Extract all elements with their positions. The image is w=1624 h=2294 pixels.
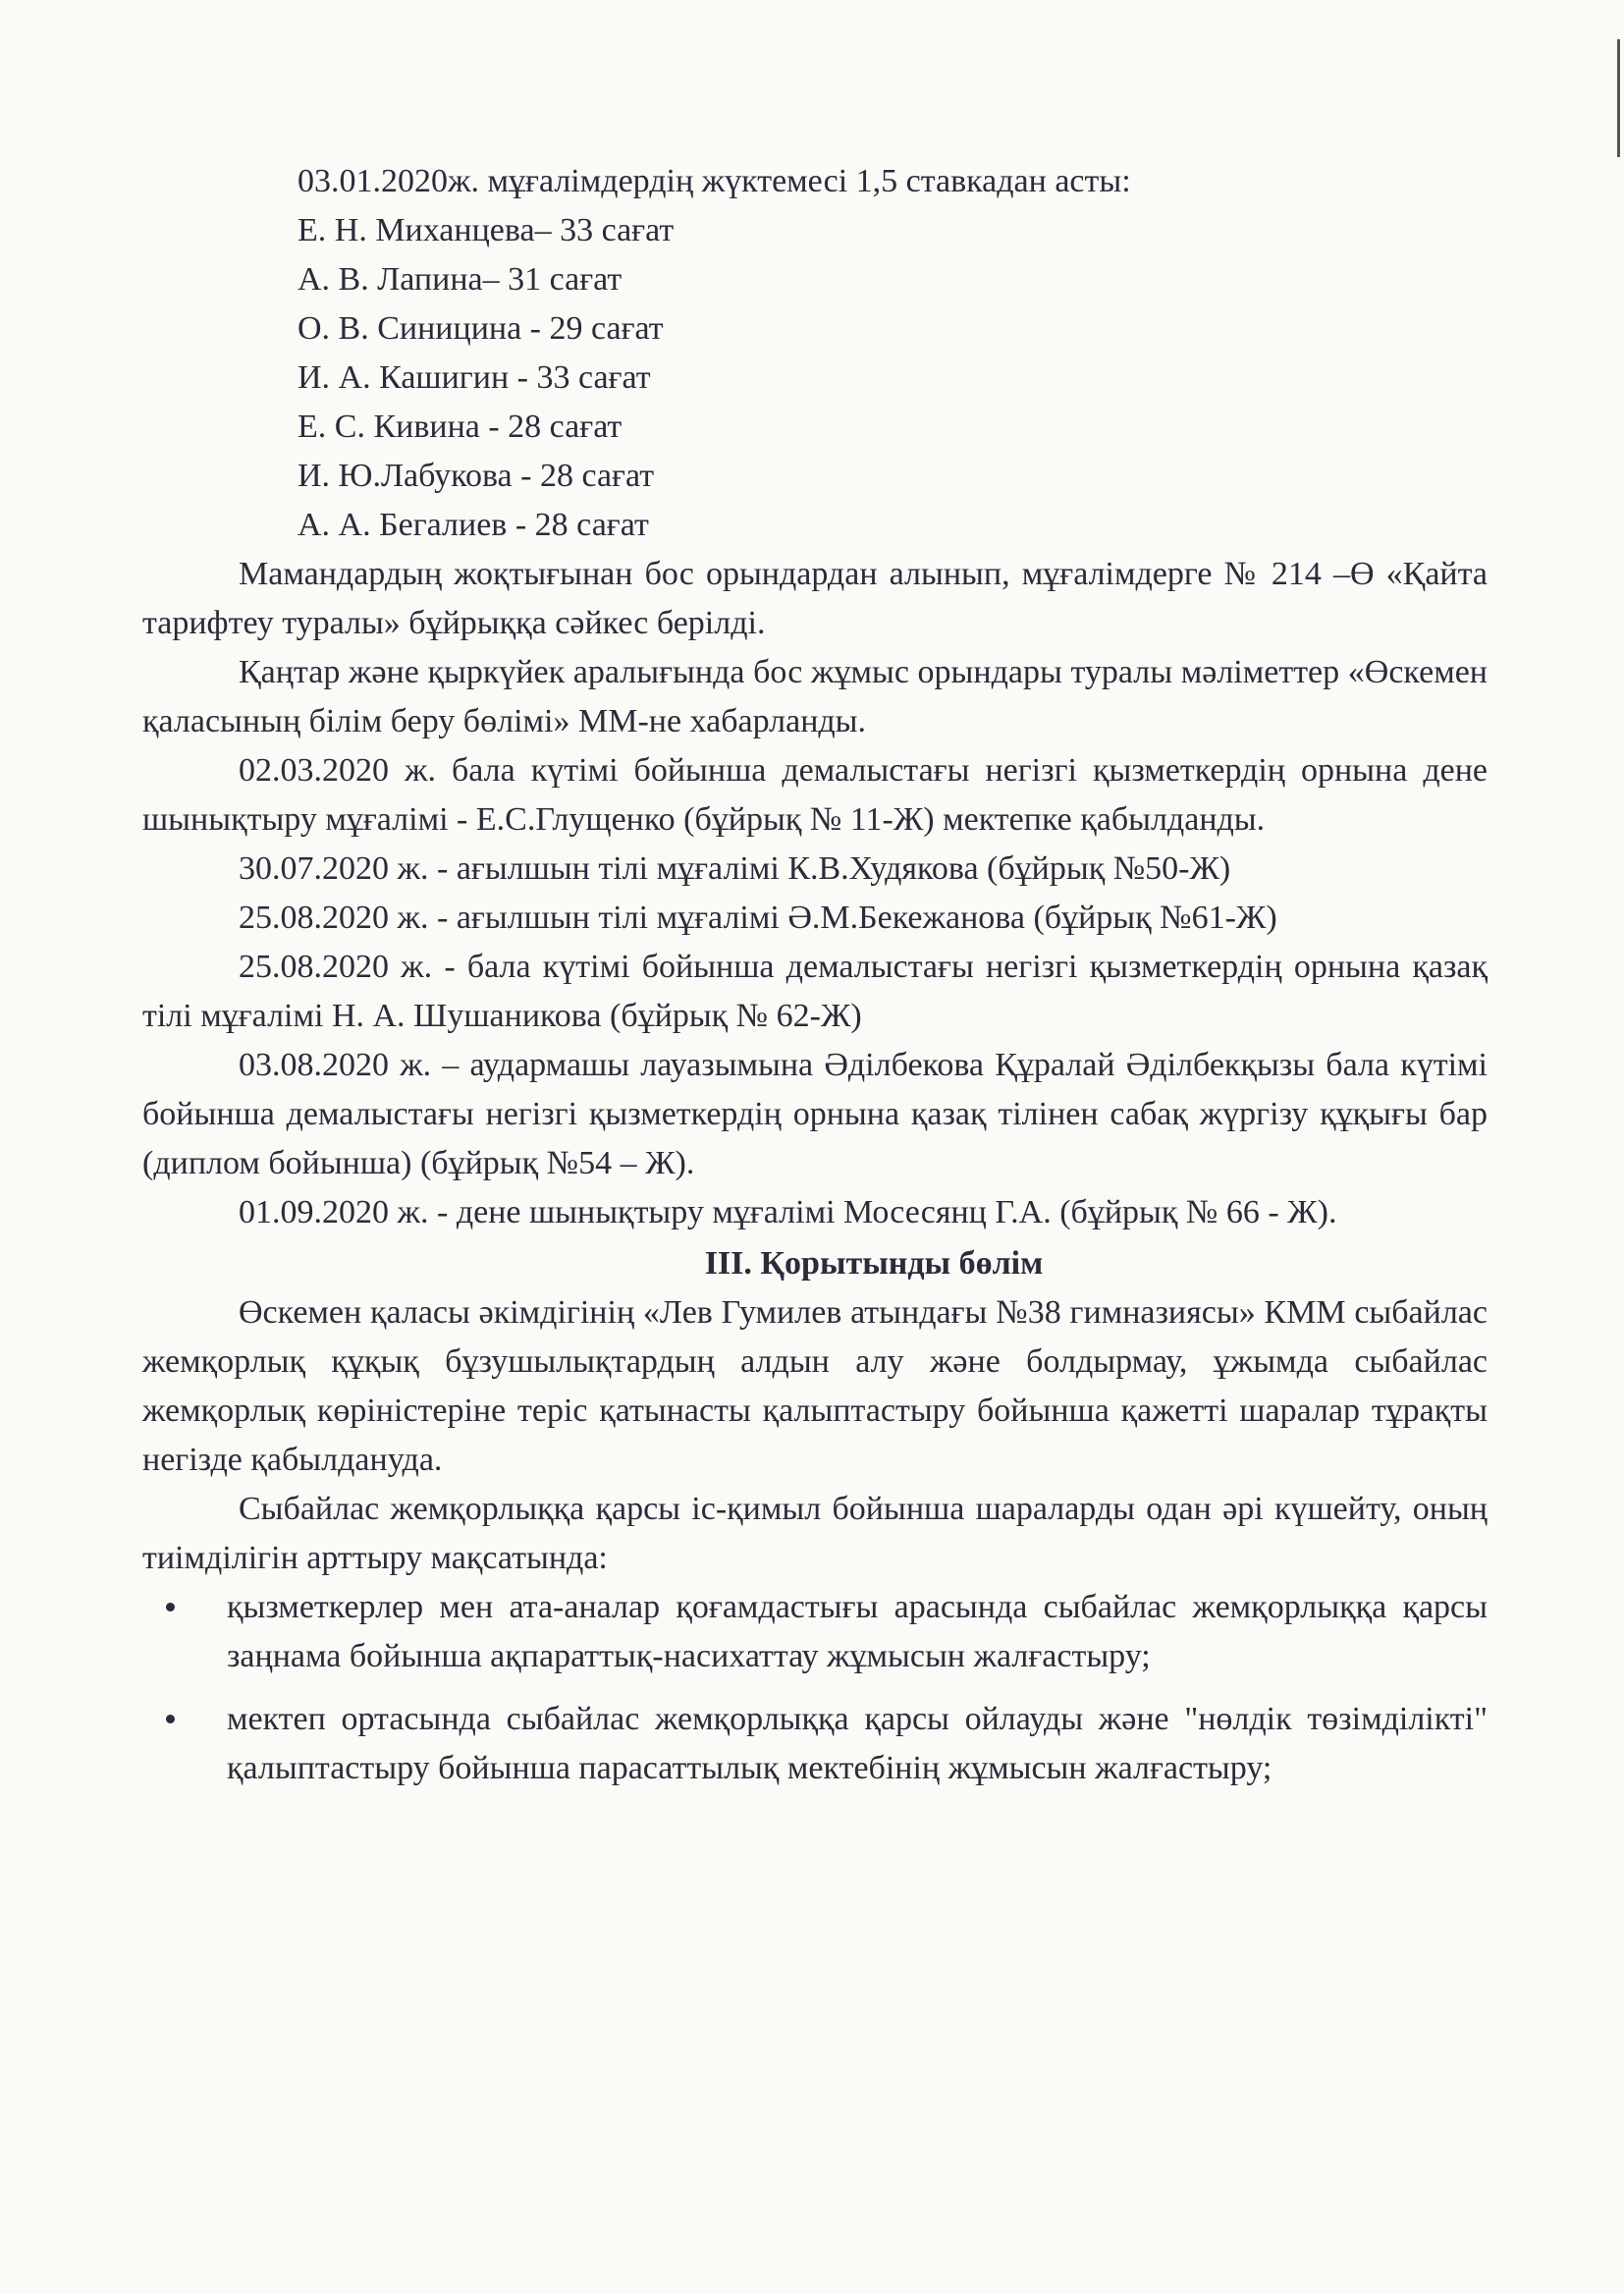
teacher-item: А. А. Бегалиев - 28 сағат (298, 507, 649, 543)
list-item-text: қызметкерлер мен ата-аналар қоғамдастығы арасында сыбайлас жемқорлыққа қарсы заңнама бойынша ақпараттық-насихаттау жұмысын жалғастыру; (227, 1589, 1488, 1674)
paragraph: 25.08.2020 ж. - ағылшын тілі мұғалімі Ә.М.Бекежанова (бұйрық №61-Ж) (239, 900, 1277, 936)
paragraph: 25.08.2020 ж. - бала күтімі бойынша демалыстағы негізгі қызметкердің орнына қазақ тілі мұғалімі Н. А. Шушаникова (бұйрық № 62-Ж) (142, 949, 1488, 1034)
list-item-text: мектеп ортасында сыбайлас жемқорлыққа қарсы ойлауды және "нөлдік төзімділікті" қалыптастыру бойынша парасаттылық мектебінің жұмысын жалғастыру; (227, 1701, 1488, 1786)
teacher-item: А. В. Лапина– 31 сағат (298, 261, 623, 298)
teacher-item: Е. С. Кивина - 28 сағат (298, 409, 623, 445)
teacher-item: Е. Н. Миханцева– 33 сағат (298, 212, 675, 248)
teacher-list (201, 206, 1488, 550)
bullet-icon (166, 1603, 175, 1611)
paragraph: 02.03.2020 ж. бала күтімі бойынша демалыстағы негізгі қызметкердің орнына дене шынықтыру мұғалімі - Е.С.Глущенко (бұйрық № 11-Ж) мектепке қабылданды. (142, 752, 1488, 838)
paragraph: 30.07.2020 ж. - ағылшын тілі мұғалімі К.В.Худякова (бұйрық №50-Ж) (239, 850, 1231, 887)
teacher-item: И. А. Кашигин - 33 сағат (298, 359, 651, 396)
paragraph: Мамандардың жоқтығынан бос орындардан алынып, мұғалімдерге № 214 –Ө «Қайта тарифтеу туралы» бұйрыққа сәйкес берілді. (142, 556, 1488, 641)
paragraph: 03.08.2020 ж. – аудармашы лауазымына Әділбекова Құралай Әділбекқызы бала күтімі бойынша демалыстағы негізгі қызметкердің орнына қазақ тілінен сабақ жүргізу құқығы бар (диплом бойынша) (бұйрық №54 – Ж). (142, 1047, 1488, 1181)
document-body (142, 157, 1488, 1807)
bullet-icon (166, 1715, 175, 1723)
teacher-item: О. В. Синицина - 29 сағат (298, 310, 664, 347)
section-heading: III. Қорытынды бөлім (704, 1245, 1044, 1282)
conclusion-paragraph: Сыбайлас жемқорлыққа қарсы іс-қимыл бойынша шараларды одан әрі күшейту, оның тиімділігін арттыру мақсатында: (142, 1491, 1488, 1576)
bullet-list (142, 1583, 1488, 1793)
intro-line: 03.01.2020ж. мұғалімдердің жүктемесі 1,5 ставкадан асты: (298, 163, 1131, 199)
paragraph: Қаңтар және қыркүйек аралығында бос жұмыс орындары туралы мәліметтер «Өскемен қаласының білім беру бөлімі» ММ-не хабарланды. (142, 654, 1488, 739)
list-item (211, 1583, 1488, 1681)
teacher-item: И. Ю.Лабукова - 28 сағат (298, 458, 655, 494)
paragraph: 01.09.2020 ж. - дене шынықтыру мұғалімі Мосесянц Г.А. (бұйрық № 66 - Ж). (239, 1194, 1337, 1230)
conclusion-paragraph: Өскемен қаласы әкімдігінің «Лев Гумилев атындағы №38 гимназиясы» КММ сыбайлас жемқорлық құқық бұзушылықтардың алдын алу және болдырмау, ұжымда сыбайлас жемқорлық көріністеріне теріс қатынасты қалыптастыру бойынша қажетті шаралар тұрақты негізде қабылдануда. (142, 1294, 1488, 1478)
scan-edge-mark (1617, 39, 1620, 157)
list-item (211, 1695, 1488, 1793)
